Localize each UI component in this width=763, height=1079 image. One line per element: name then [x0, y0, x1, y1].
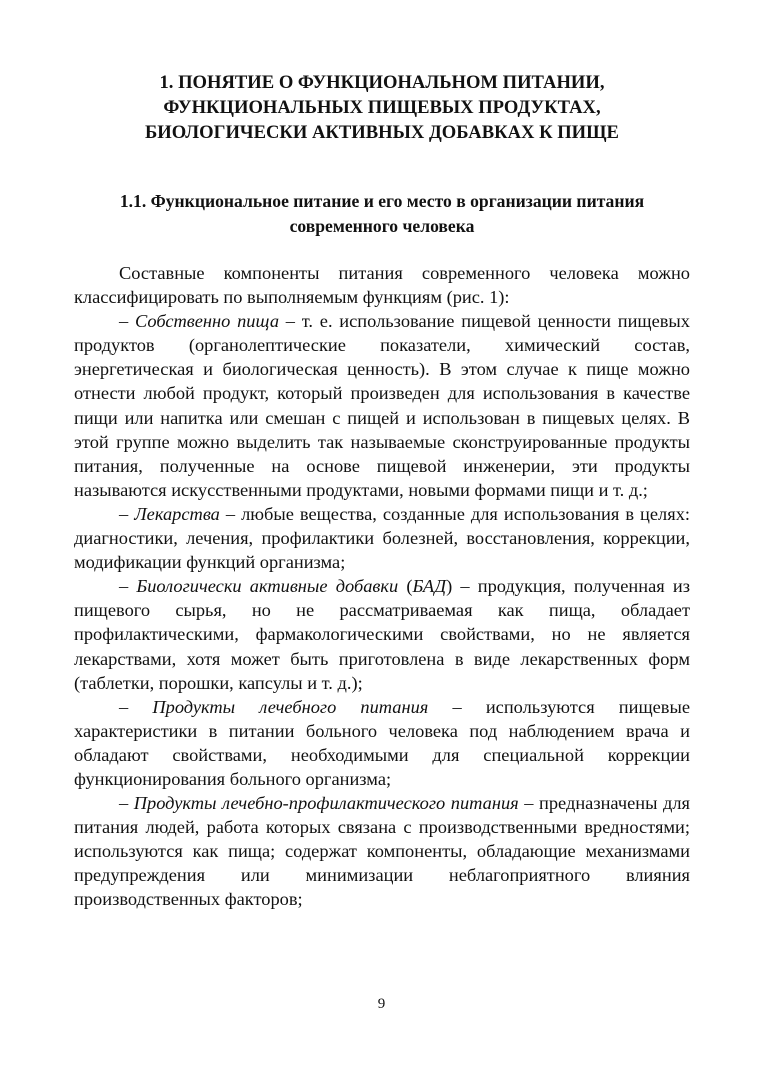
list-dash: –: [119, 793, 134, 814]
definition-text: – любые вещества, созданные для использования в целях: диагностики, лечения, профилактики болезней, восстановления, коррекции, модификации функций организма;: [74, 503, 690, 573]
chapter-title-line: БИОЛОГИЧЕСКИ АКТИВНЫХ ДОБАВКАХ К ПИЩЕ: [145, 122, 619, 143]
paragraph-supplements: [74, 574, 690, 694]
paragraph-intro: Составные компоненты питания современного человека можно классифицировать по выполняемым функциям (рис. 1):: [74, 263, 690, 308]
body-text: [74, 261, 690, 912]
paren-open: (: [398, 576, 413, 597]
chapter-title: [72, 70, 692, 145]
term-medicines: Лекарства: [134, 503, 220, 524]
paragraph-preventive-nutrition: [74, 791, 690, 911]
definition-text: – предназначены для питания людей, работа которых связана с производственными вредностями; используются как пища; содержат компоненты, обладающие механизмами предупреждения или минимизации неблагоприятного влияния производственных факторов;: [74, 793, 690, 910]
list-dash: –: [119, 576, 137, 597]
page-number: 9: [377, 996, 386, 1012]
term-preventive-nutrition: Продукты лечебно-профилактического питания: [133, 793, 519, 814]
paragraph-food: [74, 309, 690, 502]
chapter-title-line: ФУНКЦИОНАЛЬНЫХ ПИЩЕВЫХ ПРОДУКТАХ,: [163, 97, 601, 118]
definition-text: – т. е. использование пищевой ценности пищевых продуктов (органолептические показатели, химический состав, энергетическая и биологическая ценность). В этом случае к пище можно отнести любой продукт, который произведен для использования в качестве пищи или напитка или смешан с пищей и использован в пищевых целях. В этой группе можно выделить так называемые сконструированные продукты питания, полученные на основе пищевой инженерии, эти продукты называются искусственными продуктами, новыми формами пищи и т. д.;: [74, 311, 690, 500]
chapter-title-line: 1. ПОНЯТИЕ О ФУНКЦИОНАЛЬНОМ ПИТАНИИ,: [159, 72, 605, 93]
paragraph-medical-nutrition: [74, 695, 690, 791]
definition-text: ) – продукция, полученная из пищевого сырья, но не рассматриваемая как пища, обладает профилактическими, фармакологическими свойствами, но не является лекарствами, хотя может быть приготовлена в виде лекарственных форм (таблетки, порошки, капсулы и т. д.);: [74, 576, 690, 693]
section-title-line: 1.1. Функциональное питание и его место в организации питания: [119, 191, 645, 211]
list-dash: –: [119, 311, 135, 332]
section-title: [72, 189, 692, 239]
section-title-line: современного человека: [289, 216, 475, 236]
abbreviation: БАД: [412, 576, 447, 597]
term-medical-nutrition: Продукты лечебного питания: [152, 696, 429, 717]
list-dash: –: [119, 696, 153, 717]
term-food: Собственно пища: [134, 311, 280, 332]
list-dash: –: [119, 503, 135, 524]
definition-text: – используются пищевые характеристики в питании больного человека под наблюдением врача и обладают свойствами, необходимыми для специальной коррекции функционирования больного организма;: [74, 696, 690, 789]
paragraph-medicines: [74, 502, 690, 574]
term-supplements: Биологически активные добавки: [136, 576, 399, 597]
